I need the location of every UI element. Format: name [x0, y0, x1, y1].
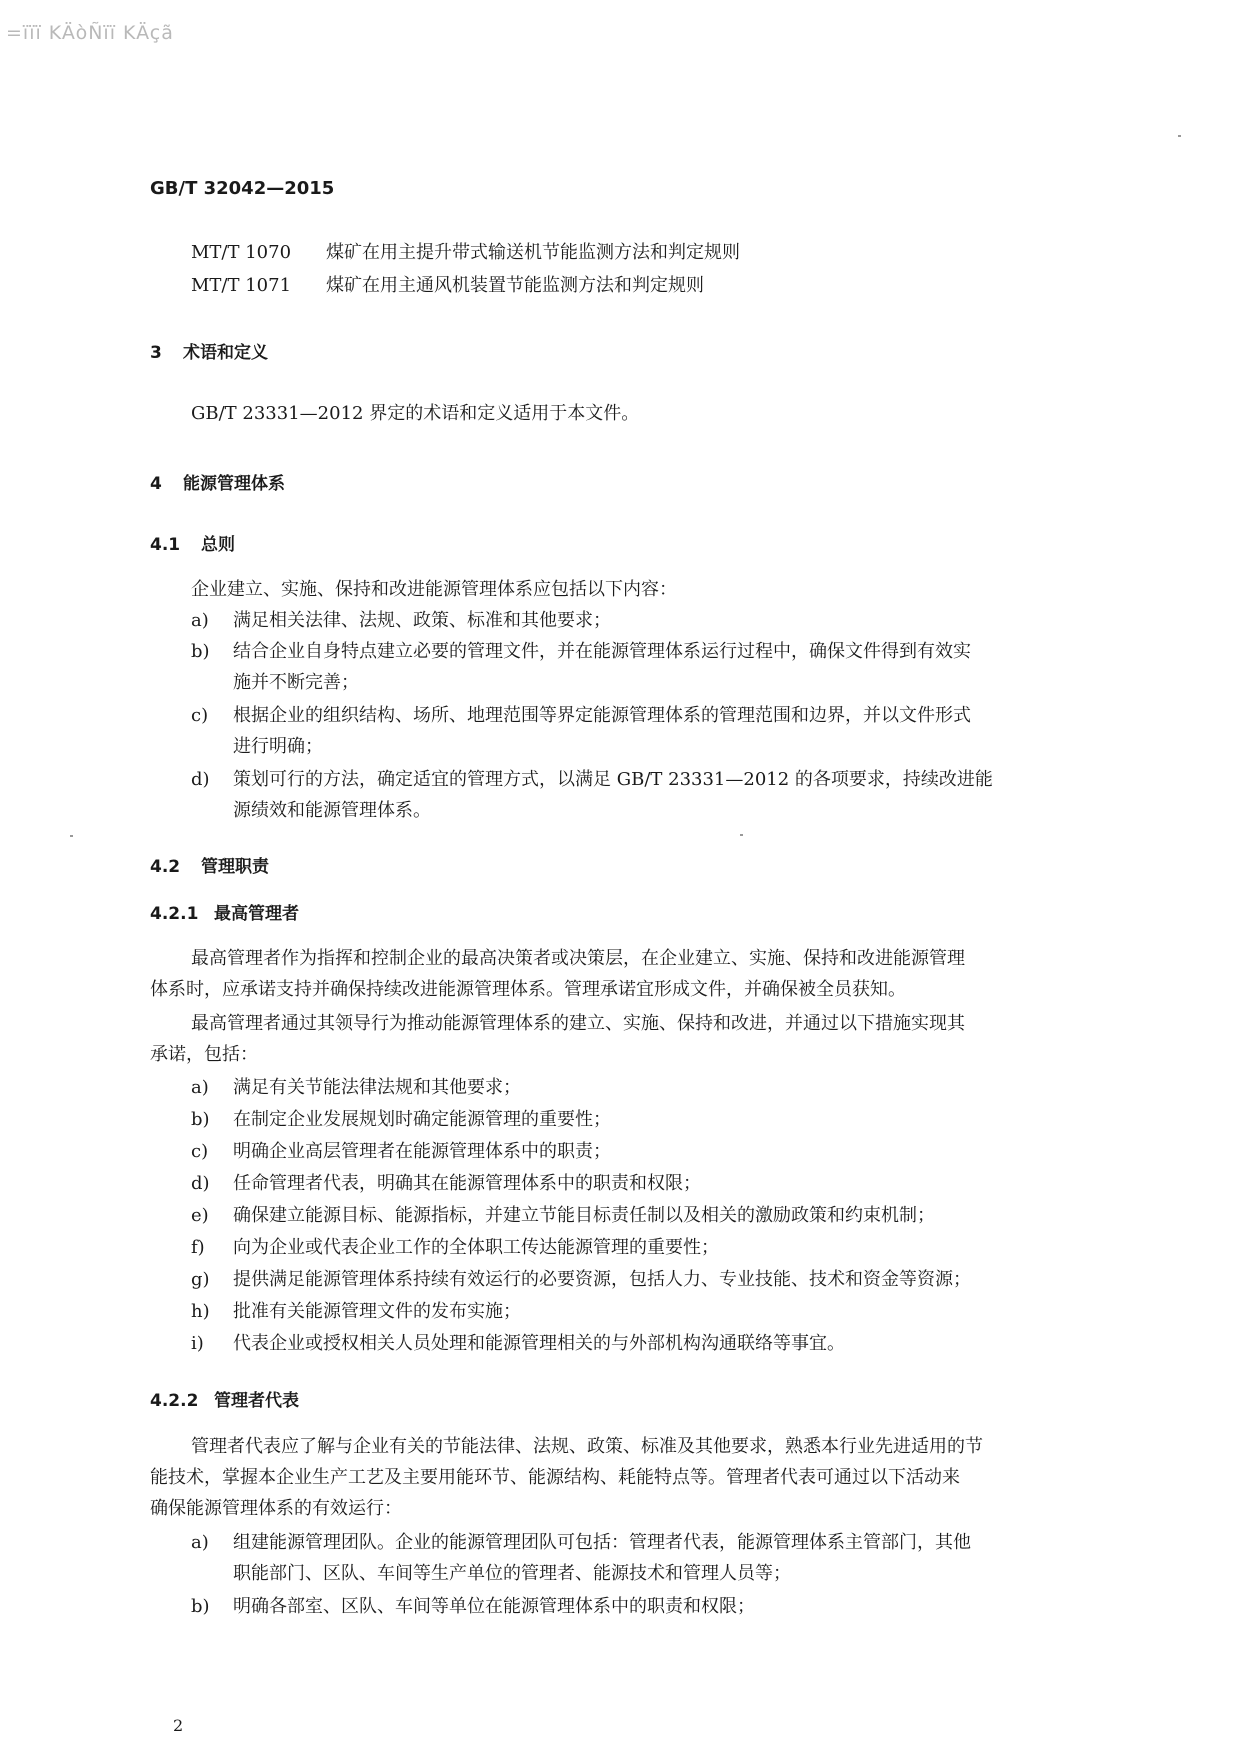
paragraph: 最高管理者通过其领导行为推动能源管理体系的建立、实施、保持和改进，并通过以下措施实现其 承诺，包括： [150, 1013, 965, 1065]
section-heading-4-1: 4.1 总则 [150, 535, 235, 555]
section-heading-4-2: 4.2 管理职责 [150, 857, 269, 877]
reference-code: MT/T 1071 [191, 275, 292, 296]
section-heading-3: 3 术语和定义 [150, 343, 268, 363]
reference-code: MT/T 1070 [191, 242, 292, 263]
document-page: =ïïï KÄòÑïï KÄçã GB/T 32042—2015 MT/T 1070 煤矿在用主提升带式输送机节能监测方法和判定规则 MT/T 1071 煤矿在用主通风机装置节能监测方法和判定规则 3 术语和定义 GB/T 23331—2012 界定的术语和定义适用于本文件。 4 能源管理体系 4.1 总则 企业建立、实施、保持和改进能源管理体系应包括以下内容： a) 满足相关法律、法规、政策、标准和其他要求； b) 结合企业自身特点建立必要的管理文件，并在能源管理体系运行过程中，确保文件得到有效实 施并不断完善； c) 根据企业的组织结构、场所、地理范围等界定能源管理体系的管理范围和边界，并以文件形式 进行明确； d) 策划可行的方法，确定适宜的管理方式，以满足 GB/T 23331—2012 的各项要求，持续改进能 源绩效和能源管理体系。 4.2 管理职责 4.2.1 最高管理者 最高管理者作为指挥和控制企业的最高决策者或决策层，在企业建立、实施、保持和改进能源管理 体系时，应承诺支持并确保持续改进能源管理体系。管理承诺宜形成文件，并确保被全员获知。 最高管理者通过其领导行为推动能源管理体系的建立、实施、保持和改进，并通过以下措施实现其 承诺，包括： a) 满足有关节能法律法规和其他要求； b) 在制定企业发展规划时确定能源管理的重要性； c) 明确企业高层管理者在能源管理体系中的职责； d) 任命管理者代表，明确其在能源管理体系中的职责和权限； e) 确保建立能源目标、能源指标，并建立节能目标责任制以及相关的激励政策和约束机制； f) 向为企业或代表企业工作的全体职工传达能源管理的重要性； g) 提供满足能源管理体系持续有效运行的必要资源，包括人力、专业技能、技术和资金等资源； h) 批准有关能源管理文件的发布实施； i) 代表企业或授权相关人员处理和能源管理相关的与外部机构沟通联络等事宜。 4.2.2 管理者代表 管理者代表应了解与企业有关的节能法律、法规、政策、标准及其他要求，熟悉本行业先进适用的节 能技术，掌握本企业生产工艺及主要用能环节、能源结构、耗能特点等。管理者代表可通过以下活动来 确保能源管理体系的有效运行： a) 组建能源管理团队。企业的能源管理团队可包括：管理者代表，能源管理体系主管部门，其他 职能部门、区队、车间等生产单位的管理者、能源技术和管理人员等； b) 明确各部室、区队、车间等单位在能源管理体系中的职责和权限； 2 [0, 0, 1242, 1754]
scan-speck [1178, 135, 1181, 137]
scan-speck [70, 835, 73, 837]
section-heading-4-2-1: 4.2.1 最高管理者 [150, 904, 299, 924]
section-3-text: GB/T 23331—2012 界定的术语和定义适用于本文件。 [191, 403, 640, 424]
reference-row [191, 238, 740, 264]
paragraph: 最高管理者作为指挥和控制企业的最高决策者或决策层，在企业建立、实施、保持和改进能源管理 体系时，应承诺支持并确保持续改进能源管理体系。管理承诺宜形成文件，并确保被全员获知。 [150, 948, 965, 1000]
scan-speck [740, 834, 743, 836]
section-heading-4-2-2: 4.2.2 管理者代表 [150, 1391, 299, 1411]
document-code: GB/T 32042—2015 [150, 178, 335, 199]
section-heading-4: 4 能源管理体系 [150, 474, 285, 494]
page-number: 2 [173, 1716, 184, 1735]
reference-title: 煤矿在用主通风机装置节能监测方法和判定规则 [326, 275, 704, 296]
watermark-text: =ïïï KÄòÑïï KÄçã [6, 22, 174, 44]
reference-title: 煤矿在用主提升带式输送机节能监测方法和判定规则 [326, 242, 740, 263]
reference-row [191, 271, 704, 297]
section-4-1-intro: 企业建立、实施、保持和改进能源管理体系应包括以下内容： [191, 579, 677, 600]
paragraph: 管理者代表应了解与企业有关的节能法律、法规、政策、标准及其他要求，熟悉本行业先进适用的节 能技术，掌握本企业生产工艺及主要用能环节、能源结构、耗能特点等。管理者代表可通过以下活动来 确保能源管理体系的有效运行： [150, 1436, 983, 1519]
